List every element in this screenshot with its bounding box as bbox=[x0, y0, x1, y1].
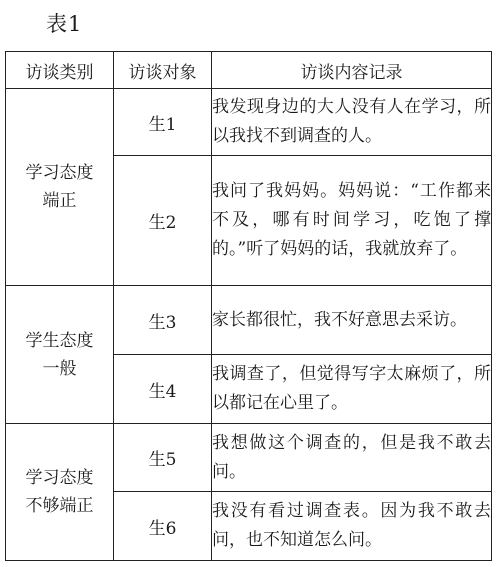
category-label: 学习态度端正 bbox=[25, 163, 94, 211]
header-record: 访谈内容记录 bbox=[212, 52, 492, 89]
header-category: 访谈类别 bbox=[6, 52, 114, 89]
record-cell: 我想做这个调查的，但是我不敢去问。 bbox=[212, 424, 492, 492]
record-cell: 我没有看过调查表。因为我不敢去问，也不知道怎么问。 bbox=[212, 492, 492, 561]
subject-cell: 生2 bbox=[114, 156, 212, 286]
record-cell: 我问了我妈妈。妈妈说：“工作都来不及，哪有时间学习，吃饱了撑的。”听了妈妈的话，我就放弃了。 bbox=[212, 156, 492, 286]
record-cell: 我调查了，但觉得写字太麻烦了，所以都记在心里了。 bbox=[212, 355, 492, 424]
header-row bbox=[6, 52, 492, 89]
subject-cell: 生6 bbox=[114, 492, 212, 561]
category-cell bbox=[6, 286, 114, 424]
subject-cell: 生1 bbox=[114, 89, 212, 156]
record-cell: 家长都很忙，我不好意思去采访。 bbox=[212, 286, 492, 355]
table-row bbox=[6, 89, 492, 156]
header-subject: 访谈对象 bbox=[114, 52, 212, 89]
table-caption: 表1 bbox=[46, 12, 83, 36]
category-cell bbox=[6, 89, 114, 286]
category-label: 学习态度不够端正 bbox=[25, 468, 94, 516]
table-row bbox=[6, 286, 492, 355]
category-label: 学生态度一般 bbox=[25, 330, 94, 379]
table-row bbox=[6, 424, 492, 492]
subject-cell: 生4 bbox=[114, 355, 212, 424]
subject-cell: 生5 bbox=[114, 424, 212, 492]
category-cell bbox=[6, 424, 114, 561]
interview-table bbox=[5, 51, 492, 561]
record-cell: 我发现身边的大人没有人在学习，所以我找不到调查的人。 bbox=[212, 89, 492, 156]
subject-cell: 生3 bbox=[114, 286, 212, 355]
